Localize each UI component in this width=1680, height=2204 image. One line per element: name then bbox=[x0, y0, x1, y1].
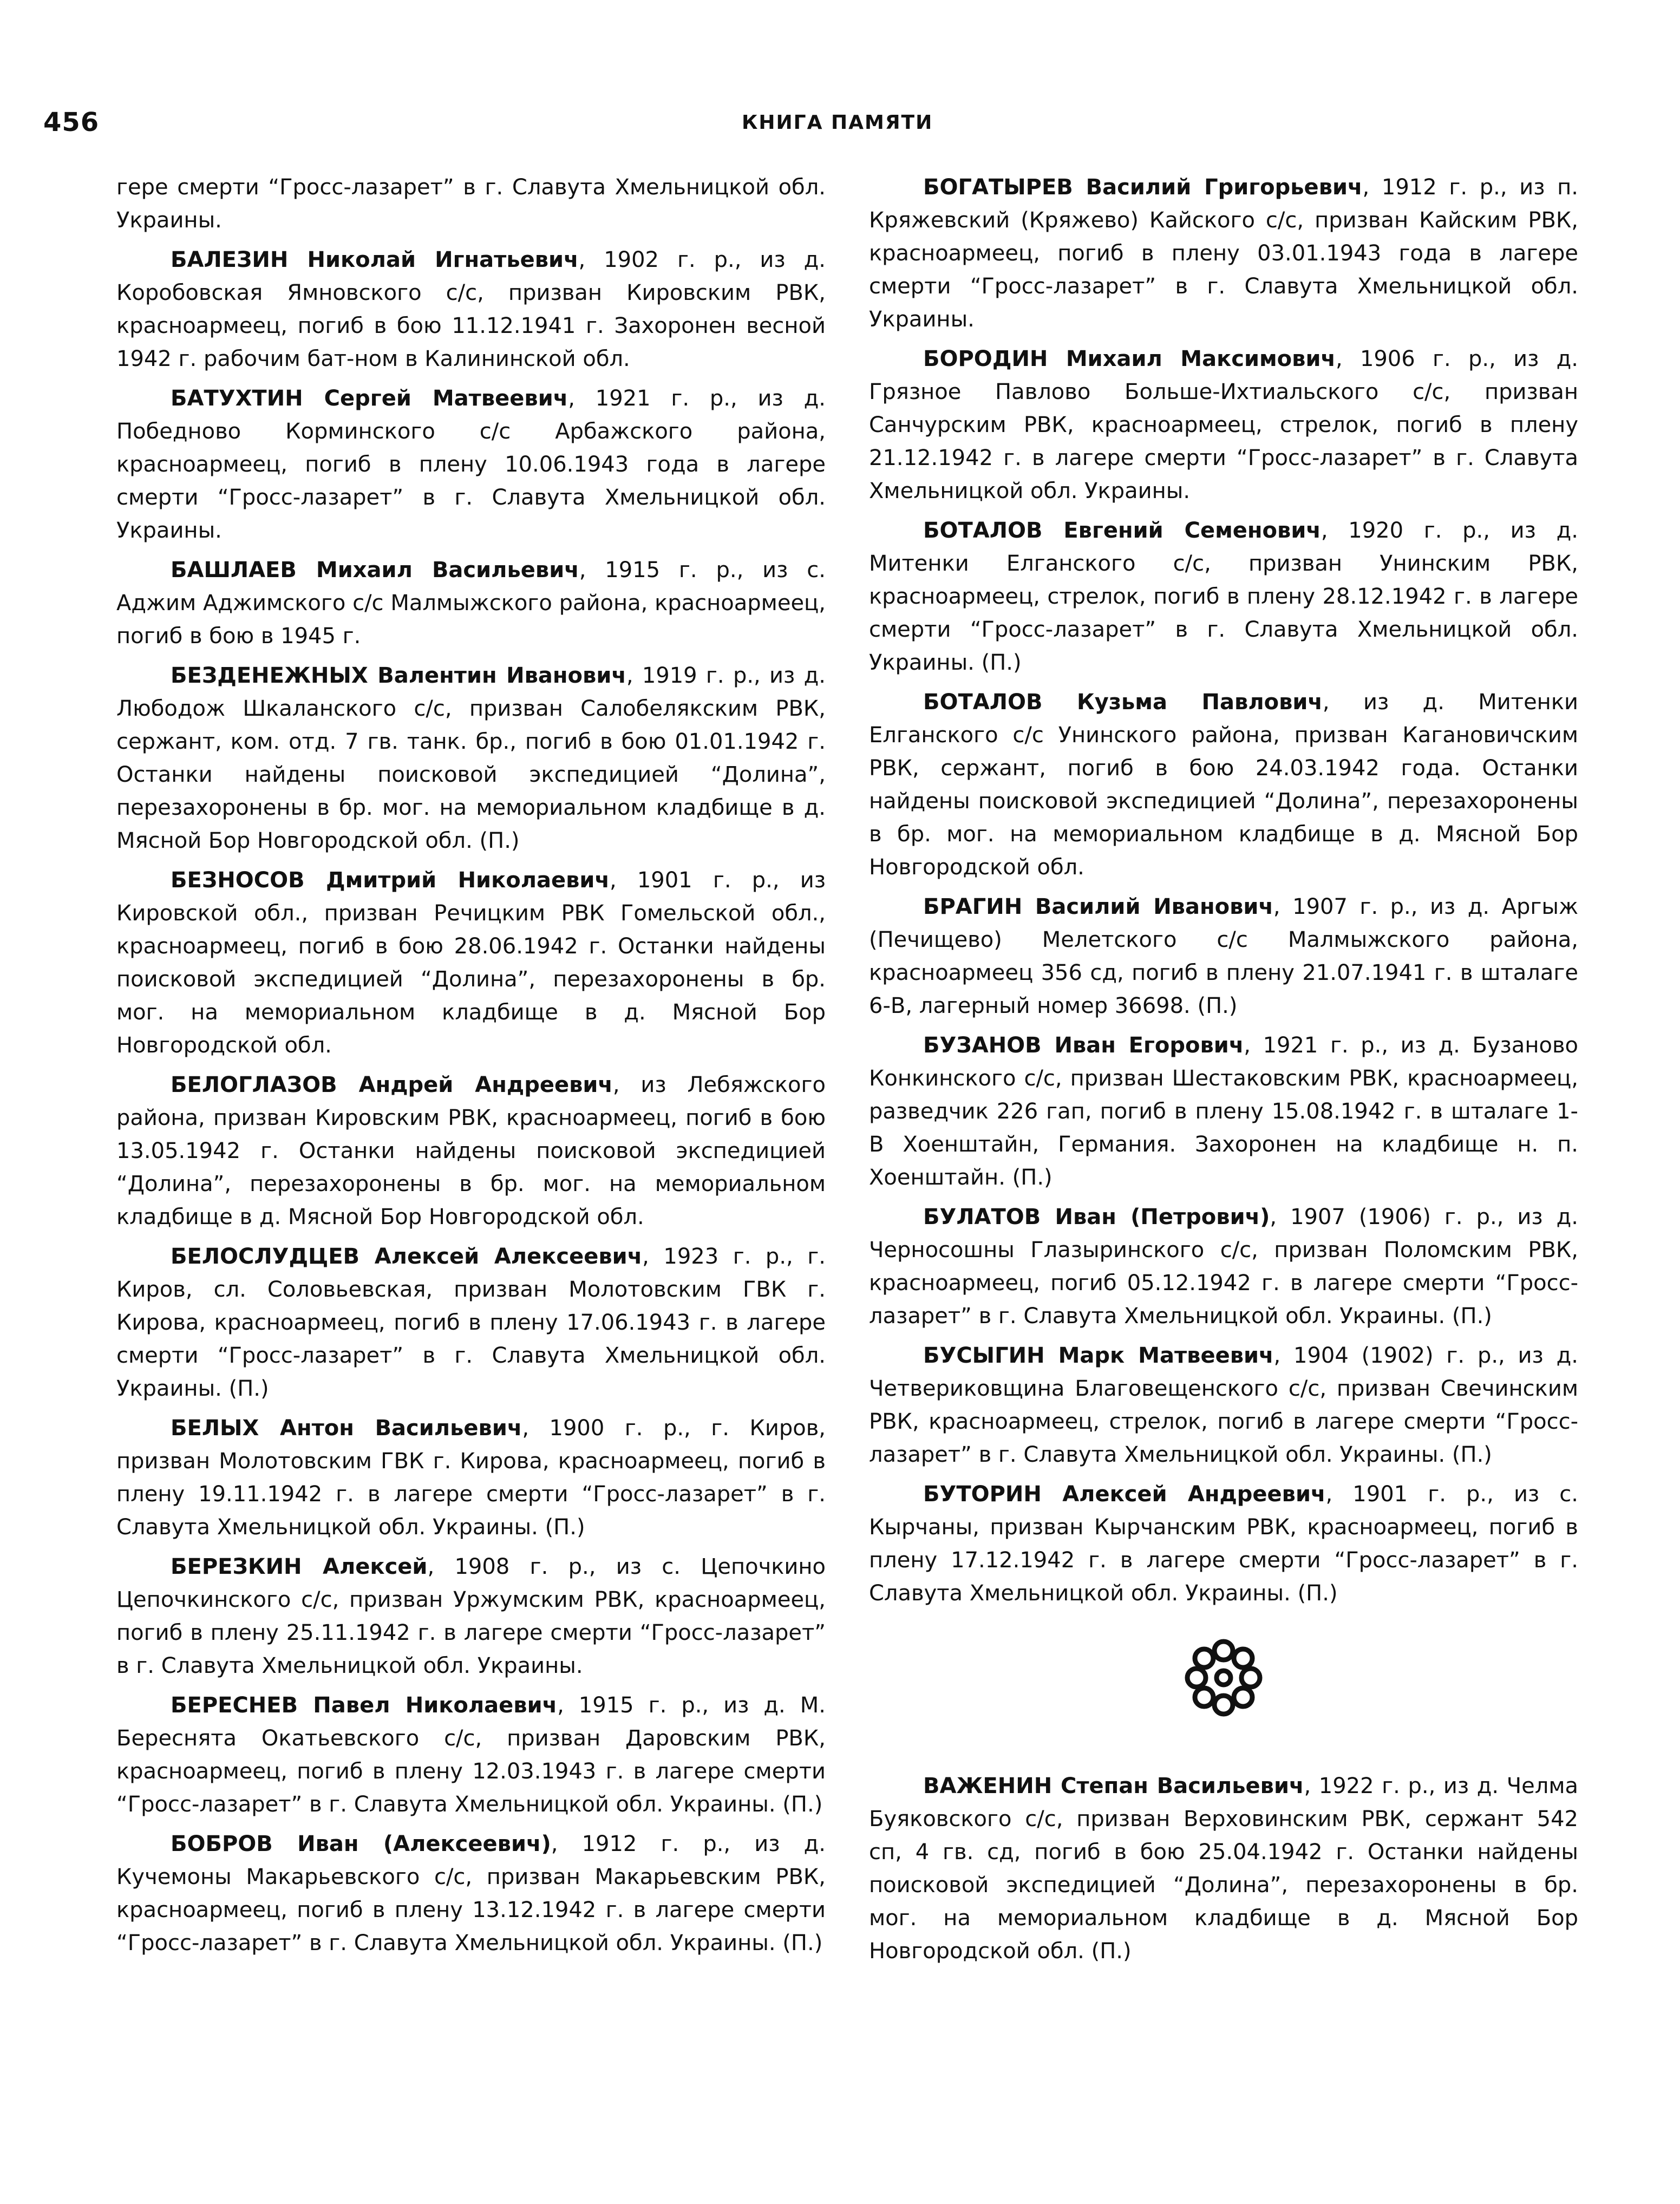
entry-name: БУТОРИН Алексей Андреевич bbox=[923, 1482, 1326, 1507]
entry-name: БЕЗДЕНЕЖНЫХ Валентин Иванович bbox=[171, 663, 626, 688]
entry-name: БЕЛОСЛУДЦЕВ Алексей Алексеевич bbox=[171, 1244, 643, 1269]
entry bbox=[116, 1240, 826, 1405]
entry bbox=[116, 171, 826, 237]
entry-text: , 1907 г. р., из д. Аргыж (Печищево) Мелетского с/с Малмыжского района, красноармеец 356 сд, погиб в плену 21.07.1941 г. в шталаге 6-В, лагерный номер 36698. (П.) bbox=[869, 894, 1579, 1018]
entry-name: БАШЛАЕВ Михаил Васильевич bbox=[171, 558, 579, 583]
entry-text: , 1920 г. р., из д. Митенки Елганского с/с, призван Унинским РВК, красноармеец, стрелок, погиб в плену 28.12.1942 г. в лагере смерти “Гросс-лазарет” в г. Славута Хмельницкой обл. Украины. (П.) bbox=[869, 518, 1578, 675]
page-number: 456 bbox=[43, 107, 100, 138]
entry-text: , 1900 г. р., г. Киров, призван Молотовским ГВК г. Кирова, красноармеец, погиб в плену 19.11.1942 г. в лагере смерти “Гросс-лазарет” в г. Славута Хмельницкой обл. Украины. (П.) bbox=[116, 1416, 826, 1540]
entry bbox=[116, 864, 826, 1062]
entry bbox=[869, 1029, 1578, 1194]
entry-text: , 1923 г. р., г. Киров, сл. Соловьевская, призван Молотовским ГВК г. Кирова, красноармеец, погиб в плену 17.06.1943 г. в лагере смерти “Гросс-лазарет” в г. Славута Хмельницкой обл. Украины. (П.) bbox=[116, 1244, 826, 1401]
entry-text: , 1912 г. р., из д. Кучемоны Макарьевского с/с, призван Макарьевским РВК, красноармеец, погиб в плену 13.12.1942 г. в лагере смерти “Гросс-лазарет” в г. Славута Хмельницкой обл. Украины. (П.) bbox=[116, 1832, 826, 1956]
entry bbox=[869, 1478, 1578, 1610]
entry-name: БОРОДИН Михаил Максимович bbox=[923, 346, 1336, 371]
entry bbox=[116, 1689, 826, 1821]
entry-name: БОТАЛОВ Кузьма Павлович bbox=[923, 690, 1323, 715]
entry-name: БУСЫГИН Марк Матвеевич bbox=[923, 1343, 1274, 1368]
entry-name: БОБРОВ Иван (Алексеевич) bbox=[171, 1832, 551, 1856]
entry-name: БЕЛЫХ Антон Васильевич bbox=[171, 1416, 522, 1441]
entry-text: , 1921 г. р., из д. Победново Корминского с/с Арбажского района, красноармеец, погиб в плену 10.06.1943 года в лагере смерти “Гросс-лазарет” в г. Славута Хмельницкой обл. Украины. bbox=[116, 386, 826, 543]
entry bbox=[869, 514, 1578, 679]
entry-name: БУЗАНОВ Иван Егорович bbox=[923, 1033, 1244, 1058]
entry-text: , 1912 г. р., из п. Кряжевский (Кряжево) Кайского с/с, призван Кайским РВК, красноармеец, погиб в плену 03.01.1943 года в лагере смерти “Гросс-лазарет” в г. Славута Хмельницкой обл. Украины. bbox=[869, 175, 1578, 332]
entry bbox=[869, 891, 1578, 1023]
entry-text: , 1901 г. р., из с. Кырчаны, призван Кырчанским РВК, красноармеец, погиб в плену 17.12.1942 г. в лагере смерти “Гросс-лазарет” в г. Славута Хмельницкой обл. Украины. (П.) bbox=[869, 1482, 1579, 1606]
entry-name: БОГАТЫРЕВ Василий Григорьевич bbox=[923, 175, 1363, 200]
entry-text: , 1915 г. р., из д. М. Береснята Окатьевского с/с, призван Даровским РВК, красноармеец, погиб в плену 12.03.1943 г. в лагере смерти “Гросс-лазарет” в г. Славута Хмельницкой обл. Украины. (П.) bbox=[116, 1693, 826, 1817]
left-column bbox=[116, 171, 826, 1966]
entry-text: , 1919 г. р., из д. Любодож Шкаланского с/с, призван Салобелякским РВК, сержант, ком. отд. 7 гв. танк. бр., погиб в бою 01.01.1942 г. Останки найдены поисковой экспедицией “Долина”, перезахоронены в бр. мог. на мемориальном кладбище в д. Мясной Бор Новгородской обл. (П.) bbox=[116, 663, 826, 853]
entry-name: БЕЛОГЛАЗОВ Андрей Андреевич bbox=[171, 1072, 613, 1097]
entry bbox=[116, 1069, 826, 1234]
entry-text: , 1908 г. р., из с. Цепочкино Цепочкинского с/с, призван Уржумским РВК, красноармеец, погиб в плену 25.11.1942 г. в лагере смерти “Гросс-лазарет” в г. Славута Хмельницкой обл. Украины. bbox=[116, 1554, 826, 1678]
entry bbox=[116, 1828, 826, 1960]
entry-name: ВАЖЕНИН Степан Васильевич bbox=[923, 1774, 1304, 1798]
entry-name: БРАГИН Василий Иванович bbox=[923, 894, 1273, 919]
entry-text: , 1901 г. р., из Кировской обл., призван Речицким РВК Гомельской обл., красноармеец, погиб в бою 28.06.1942 г. Останки найдены поисковой экспедицией “Долина”, перезахоронены в бр. мог. на мемориальном кладбище в д. Мясной Бор Новгородской обл. bbox=[116, 868, 826, 1058]
entry-text: гере смерти “Гросс-лазарет” в г. Славута Хмельницкой обл. Украины. bbox=[116, 175, 826, 233]
entry-text: , 1915 г. р., из с. Аджим Аджимского с/с Малмыжского района, красноармеец, погиб в бою в 1945 г. bbox=[116, 558, 826, 649]
entry-text: , из д. Митенки Елганского с/с Унинского района, призван Кагановичским РВК, сержант, погиб в бою 24.03.1942 года. Останки найдены поисковой экспедицией “Долина”, перезахоронены в бр. мог. на мемориальном кладбище в д. Мясной Бор Новгородской обл. bbox=[869, 690, 1578, 880]
entry-name: БЕРЕЗКИН Алексей bbox=[171, 1554, 428, 1579]
entry-name: БЕРЕСНЕВ Павел Николаевич bbox=[171, 1693, 558, 1718]
entry bbox=[869, 171, 1578, 336]
running-head: КНИГА ПАМЯТИ bbox=[742, 112, 933, 134]
entry-text: , 1906 г. р., из д. Грязное Павлово Больше-Ихтиальского с/с, призван Санчурским РВК, красноармеец, стрелок, погиб в плену 21.12.1942 г. в лагере смерти “Гросс-лазарет” в г. Славута Хмельницкой обл. Украины. bbox=[869, 346, 1578, 503]
entry-text: , из Лебяжского района, призван Кировским РВК, красноармеец, погиб в бою 13.05.1942 г. Останки найдены поисковой экспедицией “Долина”, перезахоронены в бр. мог. на мемориальном кладбище в д. Мясной Бор Новгородской обл. bbox=[116, 1072, 826, 1229]
entry-text: , 1902 г. р., из д. Коробовская Ямновского с/с, призван Кировским РВК, красноармеец, погиб в бою 11.12.1941 г. Захоронен весной 1942 г. рабочим бат-ном в Калининской обл. bbox=[116, 247, 826, 371]
entry-name: БУЛАТОВ Иван (Петрович) bbox=[923, 1205, 1270, 1229]
entry bbox=[869, 1339, 1578, 1471]
entry bbox=[116, 554, 826, 653]
entry-text: , 1904 (1902) г. р., из д. Четвериковщина Благовещенского с/с, призван Свечинским РВК, красноармеец, стрелок, погиб в лагере смерти “Гросс-лазарет” в г. Славута Хмельницкой обл. Украины. (П.) bbox=[869, 1343, 1578, 1467]
entry-name: БАЛЕЗИН Николай Игнатьевич bbox=[171, 247, 579, 272]
entry bbox=[116, 659, 826, 858]
entry bbox=[116, 382, 826, 547]
entry bbox=[869, 343, 1578, 508]
entry-name: БОТАЛОВ Евгений Семенович bbox=[923, 518, 1321, 543]
entry bbox=[869, 1770, 1578, 1968]
entry-text: , 1907 (1906) г. р., из д. Черносошны Глазыринского с/с, призван Поломским РВК, красноармеец, погиб 05.12.1942 г. в лагере смерти “Гросс-лазарет” в г. Славута Хмельницкой обл. Украины. (П.) bbox=[869, 1205, 1578, 1329]
entry bbox=[116, 244, 826, 376]
entry-name: БЕЗНОСОВ Дмитрий Николаевич bbox=[171, 868, 610, 893]
entry bbox=[869, 686, 1578, 884]
decorative-flower-ornament-icon bbox=[1180, 1634, 1267, 1721]
entry-text: , 1921 г. р., из д. Бузаново Конкинского с/с, призван Шестаковским РВК, красноармеец, разведчик 226 гап, погиб в плену 15.08.1942 г. в шталаге 1-В Хоенштайн, Германия. Захоронен на кладбище н. п. Хоенштайн. (П.) bbox=[869, 1033, 1578, 1190]
entry bbox=[116, 1551, 826, 1683]
entry-name: БАТУХТИН Сергей Матвеевич bbox=[171, 386, 568, 411]
right-column bbox=[869, 171, 1578, 1974]
entry bbox=[869, 1201, 1578, 1333]
entry-text: , 1922 г. р., из д. Челма Буяковского с/с, призван Верховинским РВК, сержант 542 сп, 4 гв. сд, погиб в бою 25.04.1942 г. Останки найдены поисковой экспедицией “Долина”, перезахоронены в бр. мог. на мемориальном кладбище в д. Мясной Бор Новгородской обл. (П.) bbox=[869, 1774, 1578, 1964]
entry bbox=[116, 1412, 826, 1544]
